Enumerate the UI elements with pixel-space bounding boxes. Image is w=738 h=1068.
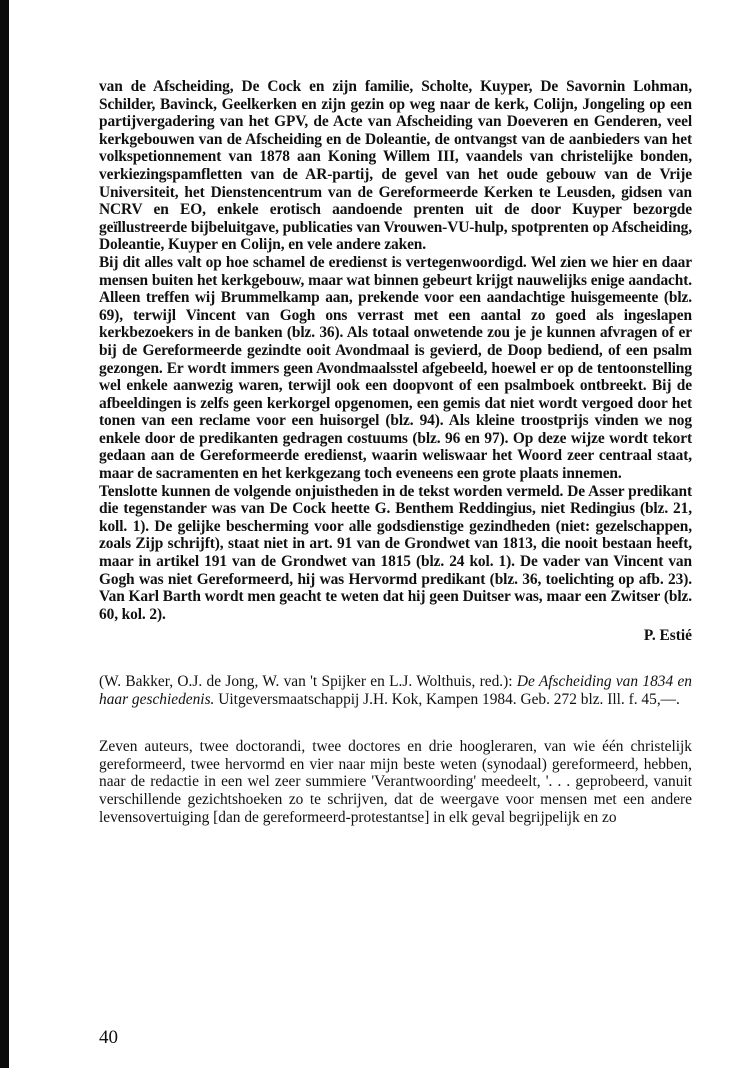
review-author-signature: P. Estié bbox=[643, 627, 692, 645]
citation-publisher: Uitgeversmaatschappij J.H. Kok, Kampen 1984. Geb. 272 blz. Ill. f. 45,—. bbox=[218, 690, 680, 708]
book-citation bbox=[99, 673, 692, 708]
page-content bbox=[99, 78, 692, 826]
section-spacer bbox=[99, 708, 692, 738]
next-review-body: Zeven auteurs, twee doctorandi, twee doctores en drie hoogleraren, van wie één christelijk gereformeerd, twee hervormd en vier naar mijn beste weten (synodaal) gereformeerd, hebben, naar de redactie in een wel zeer summiere 'Verantwoording' meedeelt, '. . . geprobeerd, vanuit verschillende gezichtshoeken zo te schrijven, dat de weergave voor mensen met een andere levensovertuiging [dan de gereformeerd-protestantse] in elk geval begrijpelijk en zo bbox=[99, 738, 692, 826]
scan-edge-shadow bbox=[0, 0, 9, 1068]
citation-title: De Afscheiding van 1834 en haar geschiedenis. bbox=[99, 673, 692, 708]
section-spacer bbox=[99, 645, 692, 673]
review-paragraph-2: Bij dit alles valt op hoe schamel de eredienst is vertegenwoordigd. Wel zien we hier en daar mensen buiten het kerkgebouw, maar wat binnen gebeurt krijgt nauwelijks enige aandacht. Alleen treffen wij Brummelkamp aan, prekende voor een aandachtige huisgemeente (blz. 69), terwijl Vincent van Gogh ons verrast met een aantal zo goed als ingeslapen kerkbezoekers in de banken (blz. 36). Als totaal onwetende zou je je kunnen afvragen of er bij de Gereformeerde gezindte ooit Avondmaal is gevierd, de Doop bediend, of een psalm gezongen. Er wordt immers geen Avondmaalsstel afgebeeld, hoewel er op de tentoonstelling wel enkele aanwezig waren, terwijl ook een doopvont of een psalmboek ontbreekt. Bij de afbeeldingen is zelfs geen kerkorgel opgenomen, een gemis dat niet wordt vergoed door het tonen van een reclame voor een huisorgel (blz. 94). Als kleine troostprijs vinden we nog enkele door de predikanten gedragen costuums (blz. 96 en 97). Op deze wijze wordt tekort gedaan aan de Gereformeerde eredienst, waarin weliswaar het Woord zeer centraal staat, maar de sacramenten en het kerkgezang toch eveneens een grote plaats innemen. bbox=[99, 253, 692, 483]
citation-editors: (W. Bakker, O.J. de Jong, W. van 't Spijker en L.J. Wolthuis, red.): bbox=[99, 673, 513, 690]
review-paragraph-1: van de Afscheiding, De Cock en zijn familie, Scholte, Kuyper, De Savornin Lohman, Schilder, Bavinck, Geelkerken en zijn gezin op weg naar de kerk, Colijn, Jongeling op een partijvergadering van het GPV, de Acte van Afscheiding van Doeveren en Genderen, veel kerkgebouwen van de Afscheiding en de Doleantie, de ontvangst van de aanbieders van het volkspetionnement van 1878 aan Koning Willem III, vaandels van christelijke bonden, verkiezingspamfletten van de AR-partij, de gevel van het oude gebouw van de Vrije Universiteit, het Dienstencentrum van de Gereformeerde Kerken te Leusden, gidsen van NCRV en EO, enkele erotisch aandoende prenten uit de door Kuyper bezorgde geïllustreerde bijbeluitgave, publicaties van Vrouwen-VU-hulp, spotprenten op Afscheiding, Doleantie, Kuyper en Colijn, en vele andere zaken. bbox=[99, 78, 692, 254]
review-paragraph-3: Tenslotte kunnen de volgende onjuistheden in de tekst worden vermeld. De Asser predikant die tegenstander was van De Cock heette G. Benthem Reddingius, niet Redingius (blz. 21, koll. 1). De gelijke bescherming voor alle godsdienstige gezindheden (niet: gezelschappen, zoals Zijp schrijft), staat niet in art. 91 van de Grondwet van 1813, die nooit bestaan heeft, maar in artikel 191 van de Grondwet van 1815 (blz. 24 kol. 1). De vader van Vincent van Gogh was niet Gereformeerd, hij was Hervormd predikant (blz. 36, toelichting op afb. 23). Van Karl Barth wordt men geacht te weten dat hij geen Duitser was, maar een Zwitser (blz. 60, kol. 2). bbox=[99, 482, 692, 623]
page-number: 40 bbox=[99, 1027, 118, 1048]
